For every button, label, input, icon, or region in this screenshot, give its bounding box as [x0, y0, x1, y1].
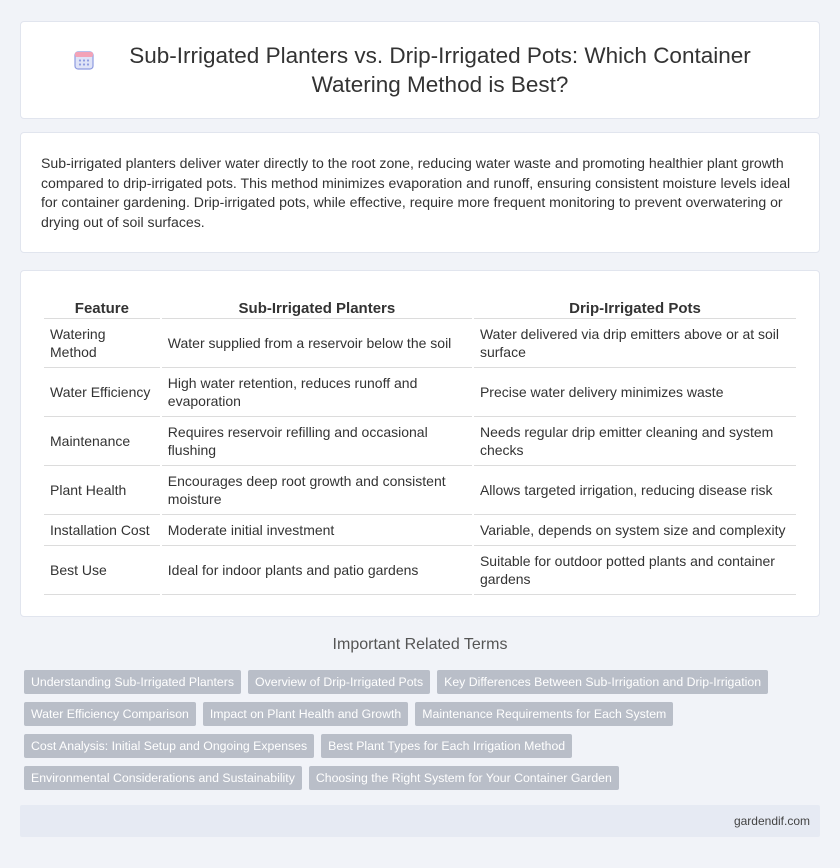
table-cell: Allows targeted irrigation, reducing disease risk: [474, 466, 796, 515]
related-terms-list: [24, 670, 784, 798]
intro-card: [20, 132, 820, 253]
table-cell: Precise water delivery minimizes waste: [474, 368, 796, 417]
header-card: [20, 21, 820, 119]
table-row: [44, 546, 796, 595]
column-header-feature: Feature: [44, 293, 160, 319]
related-term-tag[interactable]: Key Differences Between Sub-Irrigation and Drip-Irrigation: [437, 670, 768, 694]
table-cell: Water supplied from a reservoir below the soil: [162, 319, 472, 368]
table-cell: Needs regular drip emitter cleaning and system checks: [474, 417, 796, 466]
table-cell-feature: Best Use: [44, 546, 160, 595]
tag-row: [24, 734, 784, 758]
related-term-tag[interactable]: Maintenance Requirements for Each System: [415, 702, 673, 726]
table-cell: Encourages deep root growth and consistent moisture: [162, 466, 472, 515]
footer-site-link[interactable]: gardendif.com: [733, 814, 810, 828]
related-term-tag[interactable]: Water Efficiency Comparison: [24, 702, 196, 726]
comparison-table: [42, 293, 798, 595]
table-cell: Variable, depends on system size and complexity: [474, 515, 796, 546]
table-cell-feature: Plant Health: [44, 466, 160, 515]
tag-row: [24, 766, 784, 790]
related-term-tag[interactable]: Environmental Considerations and Sustainability: [24, 766, 302, 790]
tag-row: [24, 702, 784, 726]
table-cell: Moderate initial investment: [162, 515, 472, 546]
table-row: [44, 515, 796, 546]
table-row: [44, 319, 796, 368]
comparison-table-card: [20, 270, 820, 617]
related-term-tag[interactable]: Best Plant Types for Each Irrigation Method: [321, 734, 572, 758]
related-term-tag[interactable]: Impact on Plant Health and Growth: [203, 702, 408, 726]
column-header-drip-irrigated: Drip-Irrigated Pots: [474, 293, 796, 319]
table-cell: Suitable for outdoor potted plants and container gardens: [474, 546, 796, 595]
footer-bar: [20, 805, 820, 837]
table-cell: Ideal for indoor plants and patio gardens: [162, 546, 472, 595]
related-term-tag[interactable]: Choosing the Right System for Your Container Garden: [309, 766, 619, 790]
table-cell-feature: Maintenance: [44, 417, 160, 466]
table-cell-feature: Installation Cost: [44, 515, 160, 546]
page-title: Sub-Irrigated Planters vs. Drip-Irrigated Pots: Which Container Watering Method is Best?: [129, 43, 751, 97]
related-term-tag[interactable]: Overview of Drip-Irrigated Pots: [248, 670, 430, 694]
table-cell: Requires reservoir refilling and occasional flushing: [162, 417, 472, 466]
related-terms-heading: Important Related Terms: [332, 636, 508, 653]
table-header-row: [44, 293, 796, 319]
table-cell: Water delivered via drip emitters above or at soil surface: [474, 319, 796, 368]
table-cell-feature: Water Efficiency: [44, 368, 160, 417]
intro-paragraph: Sub-irrigated planters deliver water directly to the root zone, reducing water waste and promoting healthier plant growth compared to drip-irrigated pots. This method minimizes evaporation and runoff, ensuring consistent moisture levels ideal for container gardening. Drip-irrigated pots, while effective, require more frequent monitoring to prevent overwatering or drying out of soil surfaces.: [41, 155, 791, 230]
table-row: [44, 466, 796, 515]
column-header-sub-irrigated: Sub-Irrigated Planters: [162, 293, 472, 319]
table-cell: High water retention, reduces runoff and evaporation: [162, 368, 472, 417]
table-cell-feature: Watering Method: [44, 319, 160, 368]
table-row: [44, 417, 796, 466]
table-row: [44, 368, 796, 417]
related-term-tag[interactable]: Cost Analysis: Initial Setup and Ongoing Expenses: [24, 734, 314, 758]
related-term-tag[interactable]: Understanding Sub-Irrigated Planters: [24, 670, 241, 694]
tag-row: [24, 670, 784, 694]
